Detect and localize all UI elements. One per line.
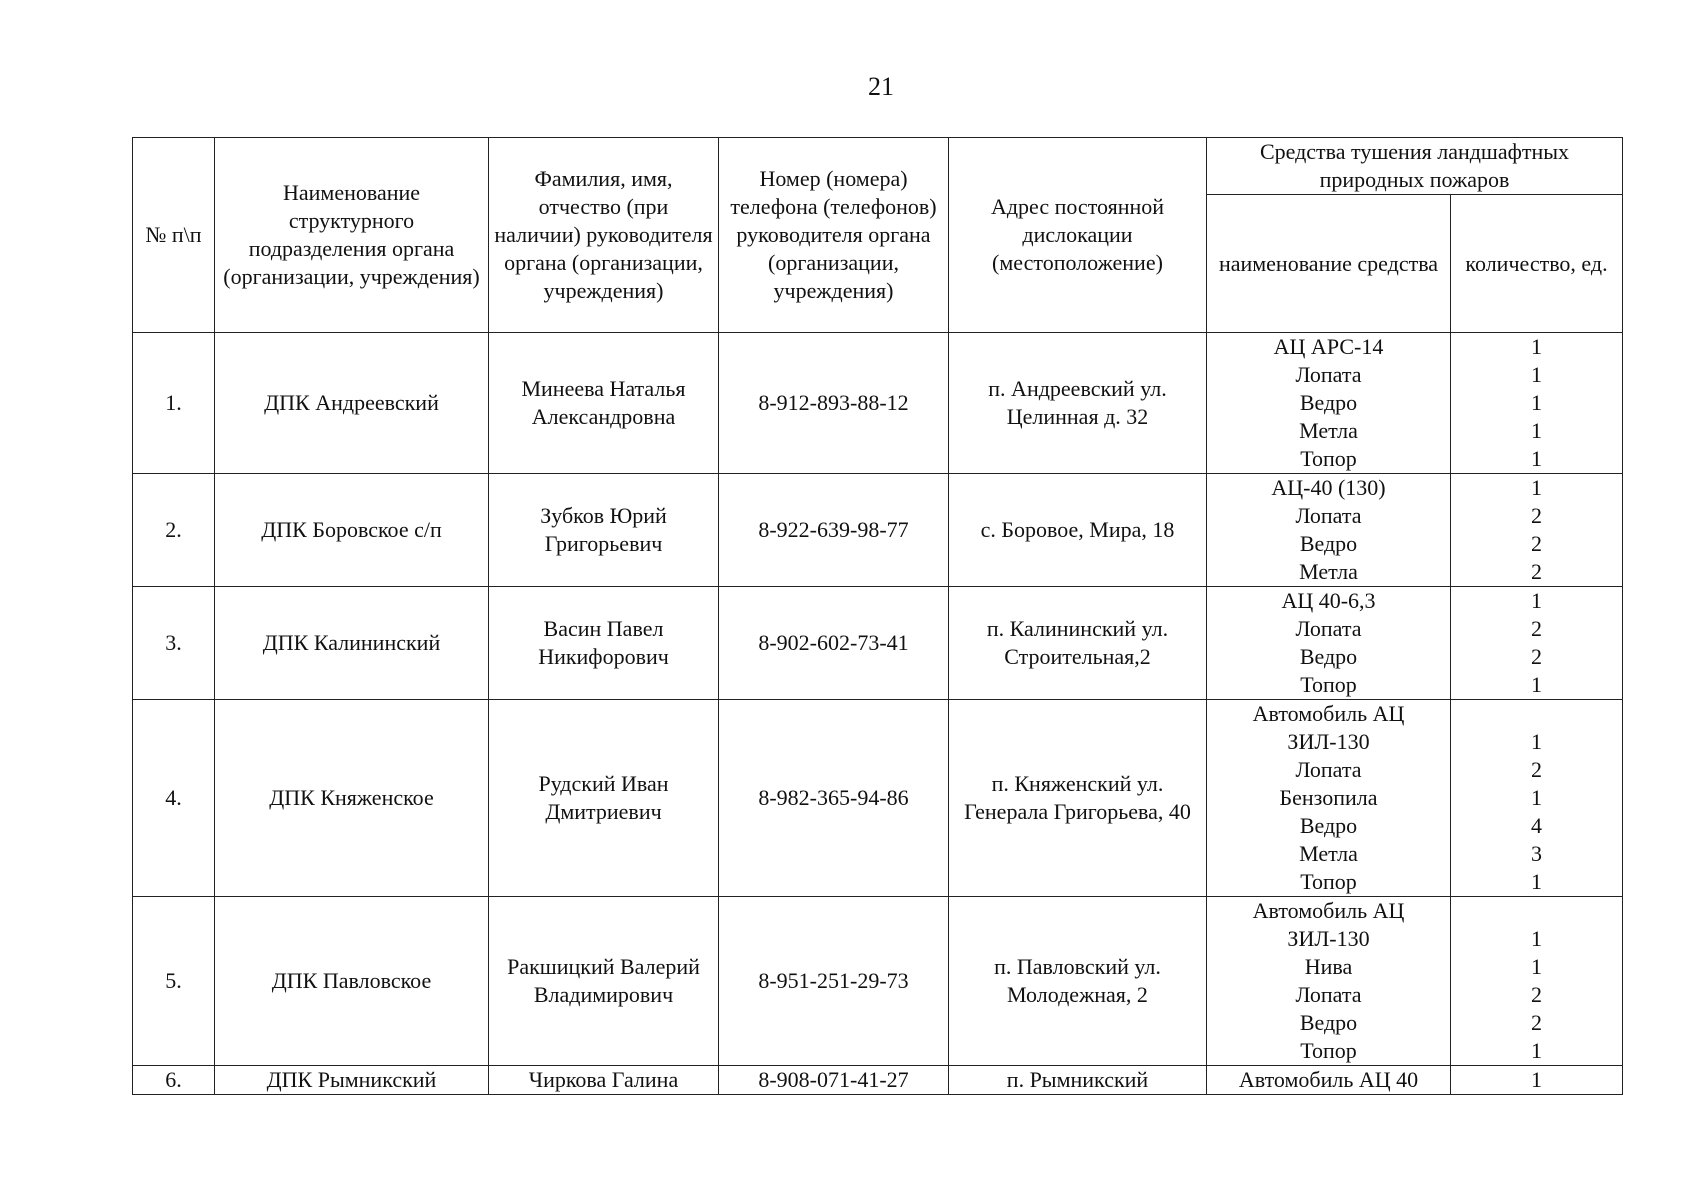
means-item: Автомобиль АЦ: [1252, 701, 1405, 726]
header-address: Адрес постоянной дислокации (местоположение): [949, 138, 1207, 333]
qty-item: 1: [1531, 588, 1542, 613]
means-list: [1207, 1066, 1451, 1095]
qty-item: 2: [1531, 531, 1542, 556]
head-name: Ракшицкий Валерий Владимирович: [489, 897, 719, 1066]
means-item: АЦ 40-6,3: [1281, 588, 1376, 613]
means-item: Лопата: [1295, 503, 1362, 528]
means-item: Автомобиль АЦ 40: [1238, 1067, 1419, 1092]
unit-name: ДПК Княженское: [215, 700, 489, 897]
qty-item: 1: [1531, 390, 1542, 415]
qty-item: 2: [1531, 1010, 1542, 1035]
head-name: Рудский Иван Дмитриевич: [489, 700, 719, 897]
row-number: 6.: [133, 1066, 215, 1095]
head-name: Зубков Юрий Григорьевич: [489, 474, 719, 587]
qty-list: [1451, 700, 1623, 897]
means-item: Метла: [1299, 418, 1358, 443]
row-number: 4.: [133, 700, 215, 897]
qty-item: 1: [1531, 729, 1542, 754]
header-num: № п\п: [133, 138, 215, 333]
header-means-group: Средства тушения ландшафтных природных пожаров: [1207, 138, 1623, 195]
qty-item: 2: [1531, 616, 1542, 641]
address: п. Княженский ул. Генерала Григорьева, 40: [949, 700, 1207, 897]
row-number: 5.: [133, 897, 215, 1066]
qty-item: 4: [1531, 813, 1542, 838]
qty-item: 1: [1531, 1067, 1542, 1092]
qty-list: [1451, 474, 1623, 587]
header-means-qty: количество, ед.: [1451, 195, 1623, 333]
means-item: ЗИЛ-130: [1287, 729, 1370, 754]
header-head: Фамилия, имя, отчество (при наличии) руководителя органа (организации, учреждения): [489, 138, 719, 333]
head-name: Чиркова Галина: [489, 1066, 719, 1095]
means-list: [1207, 897, 1451, 1066]
table-row: [133, 333, 1623, 474]
means-item: АЦ-40 (130): [1271, 475, 1386, 500]
header-name: Наименование структурного подразделения органа (организации, учреждения): [215, 138, 489, 333]
unit-name: ДПК Калининский: [215, 587, 489, 700]
qty-item: 1: [1531, 672, 1542, 697]
means-item: Ведро: [1299, 390, 1358, 415]
qty-item: 1: [1531, 869, 1542, 894]
qty-item: 1: [1531, 785, 1542, 810]
qty-item: 1: [1531, 954, 1542, 979]
phone-number: 8-922-639-98-77: [719, 474, 949, 587]
unit-name: ДПК Андреевский: [215, 333, 489, 474]
qty-item: 1: [1531, 334, 1542, 359]
means-item: Лопата: [1295, 982, 1362, 1007]
means-item: Лопата: [1295, 362, 1362, 387]
means-list: [1207, 333, 1451, 474]
phone-number: 8-912-893-88-12: [719, 333, 949, 474]
address: п. Рымникский: [949, 1066, 1207, 1095]
unit-name: ДПК Павловское: [215, 897, 489, 1066]
qty-item: 1: [1531, 1038, 1542, 1063]
means-list: [1207, 474, 1451, 587]
row-number: 3.: [133, 587, 215, 700]
header-phone: Номер (номера) телефона (телефонов) руководителя органа (организации, учреждения): [719, 138, 949, 333]
qty-list: [1451, 587, 1623, 700]
means-item: Бензопила: [1279, 785, 1378, 810]
means-list: [1207, 587, 1451, 700]
unit-name: ДПК Рымникский: [215, 1066, 489, 1095]
means-item: Лопата: [1295, 757, 1362, 782]
means-item: Ведро: [1299, 1010, 1358, 1035]
table-row: [133, 897, 1623, 1066]
table-row: [133, 1066, 1623, 1095]
address: п. Калининский ул. Строительная,2: [949, 587, 1207, 700]
means-item: Нива: [1304, 954, 1353, 979]
qty-item: 2: [1531, 644, 1542, 669]
head-name: Минеева Наталья Александровна: [489, 333, 719, 474]
qty-item: [1455, 897, 1618, 925]
qty-item: 1: [1531, 418, 1542, 443]
qty-list: [1451, 1066, 1623, 1095]
means-item: Метла: [1299, 841, 1358, 866]
qty-item: 3: [1531, 841, 1542, 866]
phone-number: 8-982-365-94-86: [719, 700, 949, 897]
row-number: 2.: [133, 474, 215, 587]
table-row: [133, 474, 1623, 587]
means-item: Топор: [1300, 446, 1357, 471]
address: п. Андреевский ул. Целинная д. 32: [949, 333, 1207, 474]
means-item: АЦ АРС-14: [1273, 334, 1384, 359]
means-item: Топор: [1300, 672, 1357, 697]
head-name: Васин Павел Никифорович: [489, 587, 719, 700]
means-item: ЗИЛ-130: [1287, 926, 1370, 951]
qty-item: 1: [1531, 475, 1542, 500]
qty-item: 2: [1531, 757, 1542, 782]
phone-number: 8-902-602-73-41: [719, 587, 949, 700]
means-item: Автомобиль АЦ: [1252, 898, 1405, 923]
means-item: Топор: [1300, 869, 1357, 894]
unit-name: ДПК Боровское с/п: [215, 474, 489, 587]
qty-list: [1451, 897, 1623, 1066]
qty-item: 2: [1531, 982, 1542, 1007]
address: с. Боровое, Мира, 18: [949, 474, 1207, 587]
table-row: [133, 587, 1623, 700]
qty-list: [1451, 333, 1623, 474]
means-item: Метла: [1299, 559, 1358, 584]
qty-item: 1: [1531, 926, 1542, 951]
means-item: Ведро: [1299, 531, 1358, 556]
qty-item: 1: [1531, 362, 1542, 387]
header-means-name: наименование средства: [1207, 195, 1451, 333]
table-row: [133, 700, 1623, 897]
means-item: Лопата: [1295, 616, 1362, 641]
fire-brigades-table: [132, 137, 1623, 1095]
phone-number: 8-908-071-41-27: [719, 1066, 949, 1095]
qty-item: 2: [1531, 559, 1542, 584]
means-item: Ведро: [1299, 813, 1358, 838]
qty-item: [1455, 700, 1618, 728]
means-item: Ведро: [1299, 644, 1358, 669]
means-item: Топор: [1300, 1038, 1357, 1063]
address: п. Павловский ул. Молодежная, 2: [949, 897, 1207, 1066]
qty-item: 1: [1531, 446, 1542, 471]
phone-number: 8-951-251-29-73: [719, 897, 949, 1066]
row-number: 1.: [133, 333, 215, 474]
page-number: 21: [868, 72, 894, 101]
qty-item: 2: [1531, 503, 1542, 528]
means-list: [1207, 700, 1451, 897]
